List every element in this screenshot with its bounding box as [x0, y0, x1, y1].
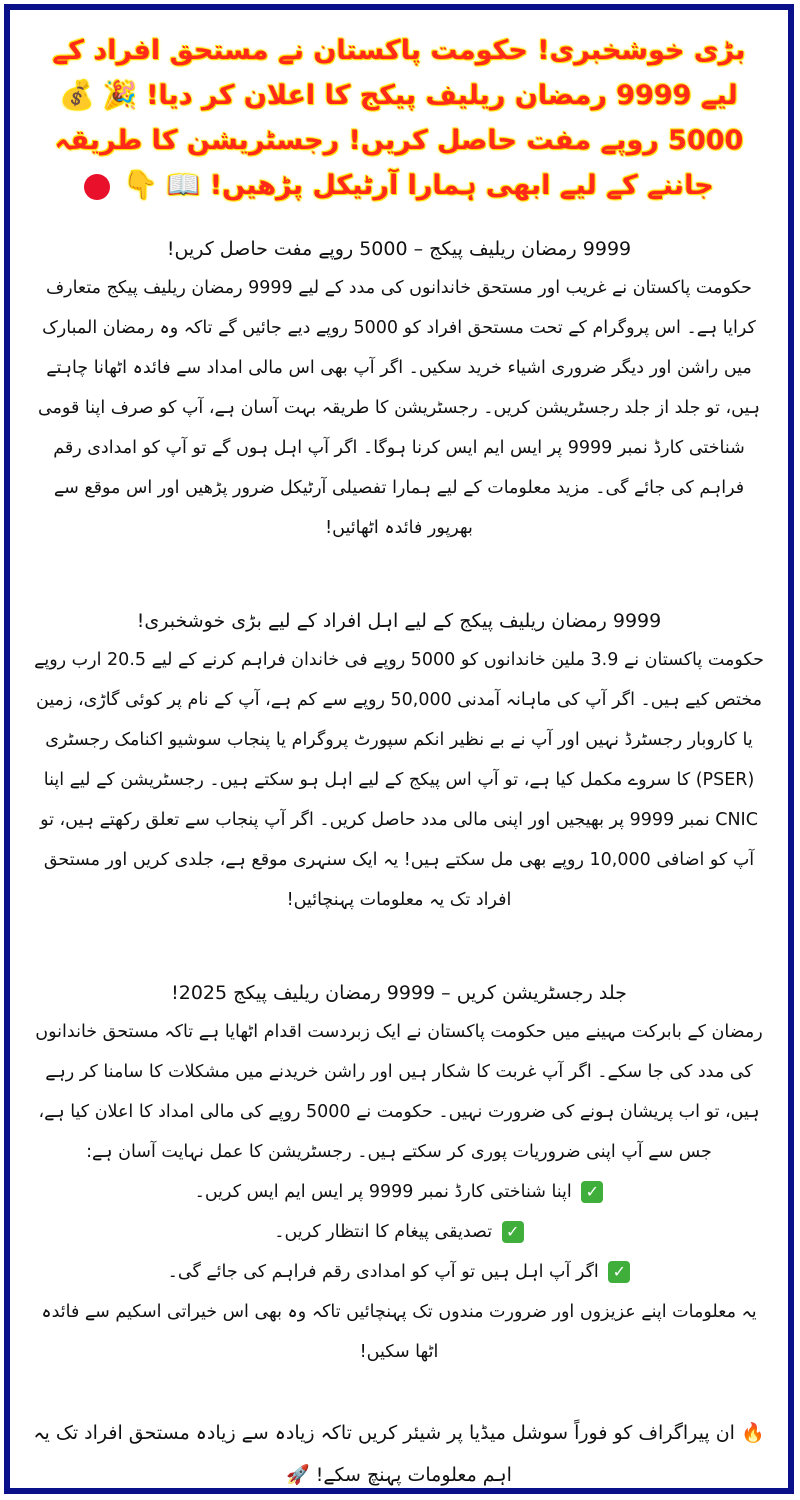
headline-text: بڑی خوشخبری! حکومت پاکستان نے مستحق افراد کے لیے 9999 رمضان ریلیف پیکج کا اعلان کر دیا! 🎉 💰 5000 روپے مفت حاصل کریں! رجسٹریشن کا طریقہ جاننے کے لیے ابھی ہمارا آرٹیکل پڑھیں! 📖 👇 — [52, 35, 746, 201]
share-footer — [32, 1412, 766, 1494]
registration-steps — [32, 1172, 766, 1292]
check-mark-icon: ✓ — [608, 1261, 630, 1283]
check-mark-icon: ✓ — [581, 1181, 603, 1203]
section-3-closing: یہ معلومات اپنے عزیزوں اور ضرورت مندوں تک پہنچائیں تاکہ وہ بھی اس خیراتی اسکیم سے فائدہ اٹھا سکیں! — [41, 1302, 757, 1362]
step-item — [32, 1172, 766, 1212]
article — [10, 10, 788, 1494]
section-2-body: حکومت پاکستان نے 3.9 ملین خاندانوں کو 5000 روپے فی خاندان فراہم کرنے کے لیے 20.5 ارب روپے مختص کیے ہیں۔ اگر آپ کی ماہانہ آمدنی 50,000 روپے سے کم ہے، آپ کے نام پر کوئی گاڑی، زمین یا کاروبار رجسٹرڈ نہیں اور آپ نے بے نظیر انکم سپورٹ پروگرام یا پنجاب سوشیو اکنامک رجسٹری (PSER) کا سروے مکمل کیا ہے، تو آپ اس پیکج کے لیے اہل ہو سکتے ہیں۔ رجسٹریشن کے لیے اپنا CNIC نمبر 9999 پر بھیجیں اور اپنی مالی مدد حاصل کریں۔ اگر آپ پنجاب سے تعلق رکھتے ہیں، تو آپ کو اضافی 10,000 روپے بھی مل سکتے ہیں! یہ ایک سنہری موقع ہے، جلدی کریں اور مستحق افراد تک یہ معلومات پہنچائیں! — [34, 650, 764, 910]
section-1-title: 9999 رمضان ریلیف پیکج – 5000 روپے مفت حاصل کریں! — [166, 238, 632, 260]
section-1-body: حکومت پاکستان نے غریب اور مستحق خاندانوں کی مدد کے لیے 9999 رمضان ریلیف پیکج متعارف کرایا ہے۔ اس پروگرام کے تحت مستحق افراد کو 5000 روپے دیے جائیں گے تاکہ وہ رمضان المبارک میں راشن اور دیگر ضروری اشیاء خرید سکیں۔ اگر آپ بھی اس مالی امداد سے فائدہ اٹھانا چاہتے ہیں، تو جلد از جلد رجسٹریشن کریں۔ رجسٹریشن کا طریقہ بہت آسان ہے، آپ کو صرف اپنا قومی شناختی کارڈ نمبر 9999 پر ایس ایم ایس کرنا ہوگا۔ اگر آپ اہل ہوں گے تو آپ کو امدادی رقم فراہم کی جائے گی۔ مزید معلومات کے لیے ہمارا تفصیلی آرٹیکل ضرور پڑھیں اور اس موقع سے بھرپور فائدہ اٹھائیں! — [37, 278, 761, 538]
section-2-title: 9999 رمضان ریلیف پیکج کے لیے اہل افراد کے لیے بڑی خوشخبری! — [136, 610, 662, 632]
footer-text: 🔥 ان پیراگراف کو فوراً سوشل میڈیا پر شیئر کریں تاکہ زیادہ سے زیادہ مستحق افراد تک یہ اہم معلومات پہنچ سکے! 🚀 — [33, 1422, 765, 1486]
step-text: تصدیقی پیغام کا انتظار کریں۔ — [274, 1222, 493, 1242]
section-2 — [32, 602, 766, 920]
step-item — [32, 1252, 766, 1292]
section-1 — [32, 230, 766, 548]
section-3 — [32, 974, 766, 1372]
step-text: اگر آپ اہل ہیں تو آپ کو امدادی رقم فراہم کی جائے گی۔ — [167, 1262, 599, 1282]
step-item — [32, 1212, 766, 1252]
red-circle-icon — [84, 174, 110, 200]
section-3-body: رمضان کے بابرکت مہینے میں حکومت پاکستان نے ایک زبردست اقدام اٹھایا ہے تاکہ مستحق خاندانوں کی مدد کی جا سکے۔ اگر آپ غربت کا شکار ہیں اور راشن خریدنے میں مشکلات کا سامنا کر رہے ہیں، تو اب پریشان ہونے کی ضرورت نہیں۔ حکومت نے 5000 روپے کی مالی امداد کا اعلان کیا ہے، جس سے آپ اپنی ضروریات پوری کر سکتے ہیں۔ رجسٹریشن کا عمل نہایت آسان ہے: — [35, 1022, 763, 1162]
step-text: اپنا شناختی کارڈ نمبر 9999 پر ایس ایم ایس کریں۔ — [194, 1182, 572, 1202]
page-frame — [4, 4, 794, 1494]
headline — [32, 28, 766, 208]
section-3-title: جلد رجسٹریشن کریں – 9999 رمضان ریلیف پیکج 2025! — [171, 982, 627, 1004]
check-mark-icon: ✓ — [502, 1221, 524, 1243]
